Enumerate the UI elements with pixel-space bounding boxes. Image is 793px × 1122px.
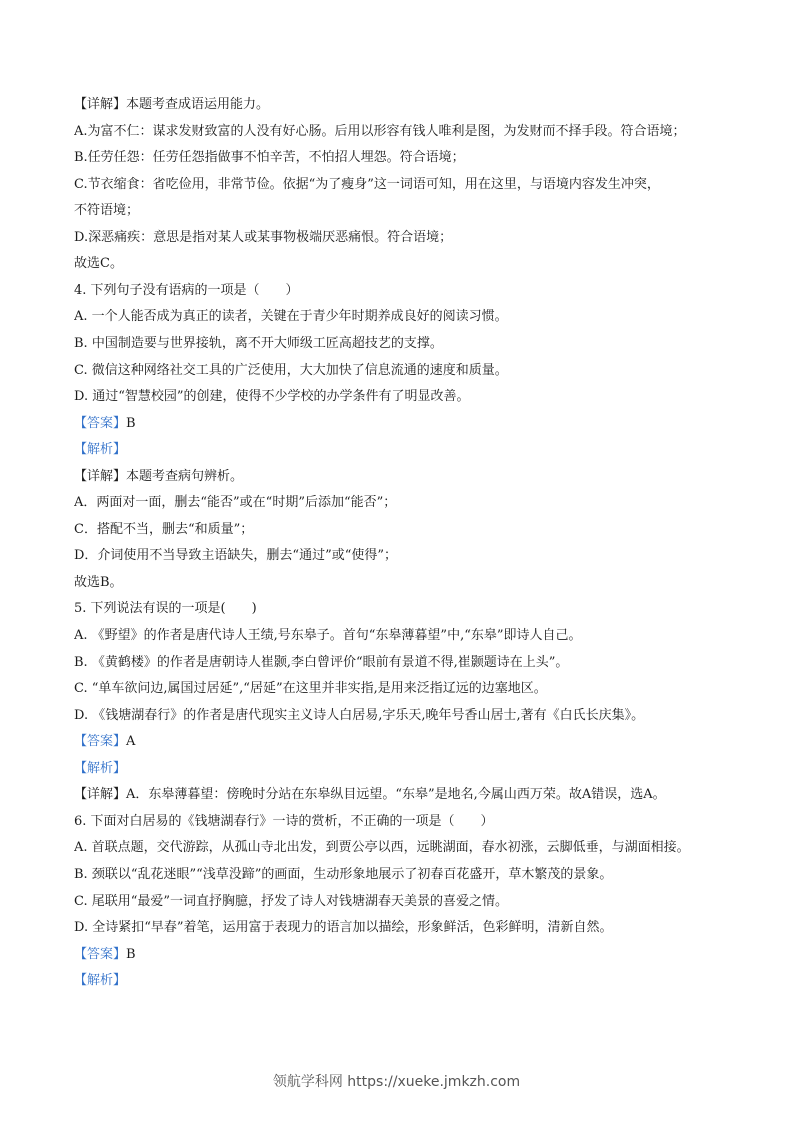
section-tag: 【解析】 bbox=[74, 442, 127, 457]
text-line bbox=[74, 786, 734, 804]
line-text: C. 尾联用“最爱”一词直抒胸臆，抒发了诗人对钱塘湖春天美景的喜爱之情。 bbox=[74, 894, 509, 909]
text-line bbox=[74, 680, 734, 698]
line-text: B bbox=[126, 947, 136, 962]
text-line bbox=[74, 893, 734, 911]
line-text: A bbox=[126, 734, 136, 749]
line-text: 5. 下列说法有误的一项是( ) bbox=[74, 601, 257, 616]
text-line bbox=[74, 335, 734, 353]
text-line bbox=[74, 813, 734, 831]
line-text: C. 微信这种网络社交工具的广泛使用，大大加快了信息流通的速度和质量。 bbox=[74, 363, 508, 378]
text-line bbox=[74, 494, 734, 512]
line-text: C．搭配不当，删去“和质量”； bbox=[74, 522, 254, 537]
section-tag: 【解析】 bbox=[74, 761, 127, 776]
line-text: B. 《黄鹤楼》的作者是唐朝诗人崔颢,李白曾评价“眼前有景道不得,崔颢题诗在上头”。 bbox=[74, 655, 569, 670]
text-line bbox=[74, 866, 734, 884]
text-line bbox=[74, 308, 734, 326]
line-text: 不符语境； bbox=[74, 203, 140, 218]
text-line bbox=[74, 946, 734, 964]
line-text: 【详解】本题考查成语运用能力。 bbox=[74, 97, 270, 112]
section-tag: 【答案】 bbox=[74, 947, 127, 962]
line-text: 故选C。 bbox=[74, 256, 123, 271]
line-text: 4. 下列句子没有语病的一项是（ ） bbox=[74, 283, 299, 298]
line-text: B. 中国制造要与世界接轨，离不开大师级工匠高超技艺的支撑。 bbox=[74, 336, 443, 351]
text-line bbox=[74, 547, 734, 565]
line-text: C. “单车欲问边,属国过居延”,“居延”在这里并非实指,是用来泛指辽远的边塞地区。 bbox=[74, 681, 547, 696]
line-text: A．两面对一面，删去“能否”或在“时期”后添加“能否”； bbox=[74, 495, 397, 510]
line-text: 6. 下面对白居易的《钱塘湖春行》一诗的赏析，不正确的一项是（ ） bbox=[74, 814, 494, 829]
line-text: C.节衣缩食：省吃俭用，非常节俭。依据“为了瘦身”这一词语可知，用在这里，与语境内容发生冲突， bbox=[74, 177, 660, 192]
text-line bbox=[74, 388, 734, 406]
line-text: D. 《钱塘湖春行》的作者是唐代现实主义诗人白居易,字乐天,晚年号香山居士,著有《白氏长庆集》。 bbox=[74, 708, 645, 723]
text-line bbox=[74, 468, 734, 486]
section-tag: 【答案】 bbox=[74, 734, 127, 749]
text-line bbox=[74, 282, 734, 300]
line-text: D.深恶痛疾：意思是指对某人或某事物极端厌恶痛恨。符合语境； bbox=[74, 230, 453, 245]
text-line bbox=[74, 760, 734, 778]
line-text: A. 《野望》的作者是唐代诗人王绩,号东皋子。首句“东皋薄暮望”中,“东皋”即诗人自己。 bbox=[74, 628, 582, 643]
text-line bbox=[74, 229, 734, 247]
footer-watermark: 领航学科网 https://xueke.jmkzh.com bbox=[272, 1074, 521, 1090]
section-tag: 【解析】 bbox=[74, 973, 127, 988]
text-line bbox=[74, 600, 734, 618]
text-line bbox=[74, 441, 734, 459]
text-line bbox=[74, 839, 734, 857]
text-line bbox=[74, 415, 734, 433]
text-line bbox=[74, 362, 734, 380]
text-line bbox=[74, 654, 734, 672]
text-line bbox=[74, 707, 734, 725]
line-text: 【详解】本题考查病句辨析。 bbox=[74, 469, 244, 484]
text-line bbox=[74, 733, 734, 751]
text-line bbox=[74, 627, 734, 645]
text-line bbox=[74, 176, 734, 194]
line-text: 故选B。 bbox=[74, 575, 123, 590]
text-line bbox=[74, 202, 734, 220]
text-line bbox=[74, 521, 734, 539]
text-line bbox=[74, 123, 734, 141]
line-text: A. 一个人能否成为真正的读者，关键在于青少年时期养成良好的阅读习惯。 bbox=[74, 309, 508, 324]
line-text: B.任劳任怨：任劳任怨指做事不怕辛苦，不怕招人埋怨。符合语境； bbox=[74, 150, 465, 165]
text-line bbox=[74, 255, 734, 273]
text-line bbox=[74, 149, 734, 167]
line-text: B bbox=[126, 416, 136, 431]
text-line bbox=[74, 96, 734, 114]
text-line bbox=[74, 574, 734, 592]
line-text: D．介词使用不当导致主语缺失，删去“通过”或“使得”； bbox=[74, 548, 398, 563]
text-line bbox=[74, 972, 734, 990]
line-text: A. 首联点题，交代游踪，从孤山寺北出发，到贾公亭以西，远眺湖面，春水初涨，云脚低垂，与湖面相接。 bbox=[74, 840, 690, 855]
line-text: 【详解】A．东皋薄暮望：傍晚时分站在东皋纵目远望。“东皋”是地名,今属山西万荣。故A错误，选A。 bbox=[74, 787, 666, 802]
section-tag: 【答案】 bbox=[74, 416, 127, 431]
line-text: B. 颈联以“乱花迷眼”“浅草没蹄”的画面，生动形象地展示了初春百花盛开，草木繁茂的景象。 bbox=[74, 867, 613, 882]
line-text: D. 全诗紧扣“早春”着笔，运用富于表现力的语言加以描绘，形象鲜活，色彩鲜明，清新自然。 bbox=[74, 920, 613, 935]
text-line bbox=[74, 919, 734, 937]
line-text: A.为富不仁：谋求发财致富的人没有好心肠。后用以形容有钱人唯利是图，为发财而不择手段。符合语境； bbox=[74, 124, 686, 139]
line-text: D. 通过“智慧校园”的创建，使得不少学校的办学条件有了明显改善。 bbox=[74, 389, 470, 404]
